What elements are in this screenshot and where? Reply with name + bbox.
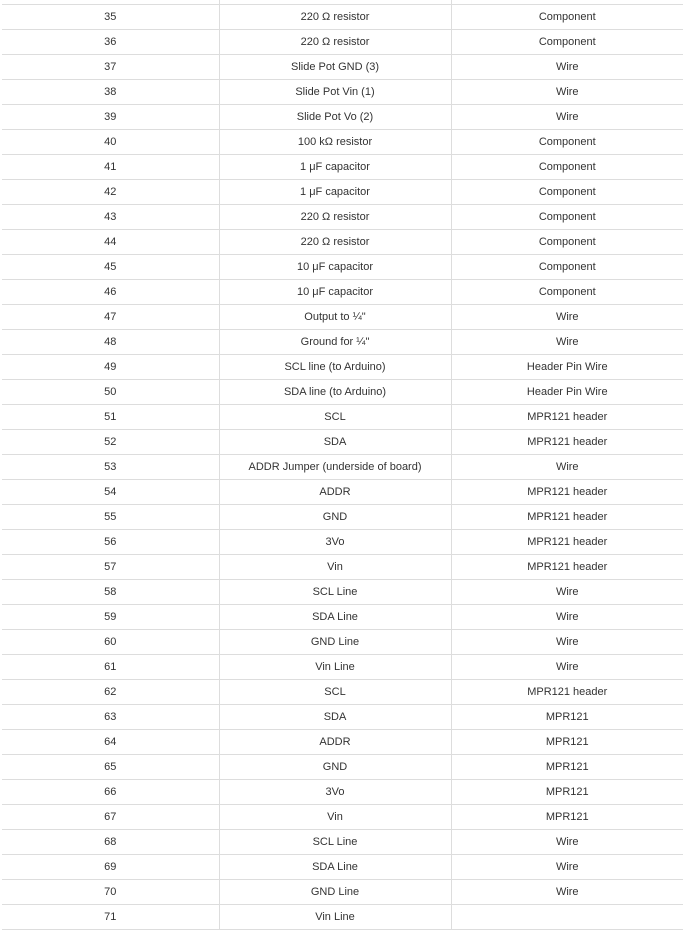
cell-part-name: ADDR: [219, 730, 451, 755]
cell-part-name: GND: [219, 755, 451, 780]
cell-part-name: 3Vo: [219, 780, 451, 805]
table-row: [2, 280, 683, 305]
cell-part-name: 1 μF capacitor: [219, 180, 451, 205]
table-row: [2, 605, 683, 630]
cell-part-type: MPR121 header: [451, 680, 683, 705]
table-row: [2, 355, 683, 380]
cell-part-type: Wire: [451, 55, 683, 80]
cell-part-type: Wire: [451, 880, 683, 905]
cell-part-type: Wire: [451, 455, 683, 480]
table-row: [2, 830, 683, 855]
cell-number: 46: [2, 280, 219, 305]
cell-number: 44: [2, 230, 219, 255]
cell-part-name: Output to ¼": [219, 305, 451, 330]
cell-number: 42: [2, 180, 219, 205]
table-row: [2, 530, 683, 555]
cell-part-name: SDA: [219, 705, 451, 730]
cell-part-name: Slide Pot Vin (1): [219, 80, 451, 105]
cell-number: 45: [2, 255, 219, 280]
cell-part-name: Slide Pot Vo (2): [219, 105, 451, 130]
cell-part-type: Wire: [451, 80, 683, 105]
cell-part-type: Header Pin Wire: [451, 355, 683, 380]
table-row: [2, 580, 683, 605]
cell-number: 39: [2, 105, 219, 130]
cell-number: 49: [2, 355, 219, 380]
table-row: [2, 180, 683, 205]
cell-number: 60: [2, 630, 219, 655]
cell-number: 54: [2, 480, 219, 505]
cell-part-name: SDA: [219, 430, 451, 455]
cell-number: 68: [2, 830, 219, 855]
cell-number: 47: [2, 305, 219, 330]
table-row: [2, 505, 683, 530]
cell-part-type: Wire: [451, 855, 683, 880]
cell-number: 50: [2, 380, 219, 405]
cell-number: 67: [2, 805, 219, 830]
cell-part-type: Header Pin Wire: [451, 380, 683, 405]
cell-part-name: 220 Ω resistor: [219, 205, 451, 230]
cell-number: 62: [2, 680, 219, 705]
cell-number: 65: [2, 755, 219, 780]
cell-part-type: Component: [451, 30, 683, 55]
cell-number: 52: [2, 430, 219, 455]
table-row: [2, 855, 683, 880]
cell-part-name: SDA Line: [219, 605, 451, 630]
cell-part-type: MPR121: [451, 755, 683, 780]
table-row: [2, 730, 683, 755]
cell-number: 58: [2, 580, 219, 605]
cell-part-name: GND: [219, 505, 451, 530]
table-row: [2, 305, 683, 330]
cell-part-name: SCL: [219, 680, 451, 705]
cell-part-type: Wire: [451, 830, 683, 855]
cell-number: 59: [2, 605, 219, 630]
table-row: [2, 705, 683, 730]
cell-part-type: Wire: [451, 605, 683, 630]
cell-number: 40: [2, 130, 219, 155]
table-row: [2, 880, 683, 905]
cell-part-name: GND Line: [219, 630, 451, 655]
parts-table-container: [2, 5, 683, 930]
cell-number: 51: [2, 405, 219, 430]
cell-number: 70: [2, 880, 219, 905]
cell-part-name: 10 μF capacitor: [219, 255, 451, 280]
cell-part-name: 220 Ω resistor: [219, 5, 451, 30]
cell-part-name: SCL Line: [219, 580, 451, 605]
cell-number: 35: [2, 5, 219, 30]
cell-part-name: Slide Pot GND (3): [219, 55, 451, 80]
cell-number: 37: [2, 55, 219, 80]
cell-part-type: Wire: [451, 630, 683, 655]
cell-part-type: Wire: [451, 105, 683, 130]
cell-part-type: MPR121 header: [451, 530, 683, 555]
cell-part-type: [451, 905, 683, 930]
cell-number: 63: [2, 705, 219, 730]
table-row: [2, 655, 683, 680]
table-row: [2, 805, 683, 830]
table-row: [2, 205, 683, 230]
table-row: [2, 55, 683, 80]
cell-part-name: Vin: [219, 805, 451, 830]
cell-part-name: Vin Line: [219, 905, 451, 930]
cell-part-type: Wire: [451, 580, 683, 605]
cell-part-type: MPR121: [451, 730, 683, 755]
cell-part-type: MPR121: [451, 705, 683, 730]
table-row: [2, 255, 683, 280]
cell-part-name: Vin Line: [219, 655, 451, 680]
cell-number: 56: [2, 530, 219, 555]
table-row: [2, 555, 683, 580]
cell-part-name: SCL Line: [219, 830, 451, 855]
table-row: [2, 430, 683, 455]
cell-number: 48: [2, 330, 219, 355]
cell-number: 71: [2, 905, 219, 930]
cell-part-type: Component: [451, 255, 683, 280]
table-row: [2, 780, 683, 805]
table-row: [2, 405, 683, 430]
cell-part-name: 3Vo: [219, 530, 451, 555]
cell-part-name: 100 kΩ resistor: [219, 130, 451, 155]
cell-number: 57: [2, 555, 219, 580]
cell-part-type: Component: [451, 205, 683, 230]
cell-part-name: SDA line (to Arduino): [219, 380, 451, 405]
cell-part-type: Wire: [451, 305, 683, 330]
table-row: [2, 330, 683, 355]
cell-number: 38: [2, 80, 219, 105]
cell-part-name: GND Line: [219, 880, 451, 905]
cell-part-name: Vin: [219, 555, 451, 580]
table-row: [2, 105, 683, 130]
cell-part-name: SCL: [219, 405, 451, 430]
cell-part-type: MPR121 header: [451, 430, 683, 455]
parts-table: [2, 5, 683, 930]
cell-part-type: Component: [451, 5, 683, 30]
cell-part-name: Ground for ¼": [219, 330, 451, 355]
cell-number: 66: [2, 780, 219, 805]
cell-part-type: Component: [451, 280, 683, 305]
cell-part-type: Wire: [451, 655, 683, 680]
cell-part-name: ADDR: [219, 480, 451, 505]
cell-part-name: SCL line (to Arduino): [219, 355, 451, 380]
cell-number: 64: [2, 730, 219, 755]
cell-part-type: Component: [451, 130, 683, 155]
table-row: [2, 455, 683, 480]
cell-number: 43: [2, 205, 219, 230]
table-row: [2, 480, 683, 505]
cell-number: 69: [2, 855, 219, 880]
table-row: [2, 130, 683, 155]
cell-part-type: Component: [451, 180, 683, 205]
cell-part-name: ADDR Jumper (underside of board): [219, 455, 451, 480]
cell-part-name: 220 Ω resistor: [219, 30, 451, 55]
cell-part-name: 220 Ω resistor: [219, 230, 451, 255]
cell-part-type: MPR121 header: [451, 480, 683, 505]
table-row: [2, 5, 683, 30]
cell-part-type: MPR121: [451, 780, 683, 805]
cell-part-type: Component: [451, 155, 683, 180]
cell-part-name: 1 μF capacitor: [219, 155, 451, 180]
table-row: [2, 380, 683, 405]
table-row: [2, 680, 683, 705]
cell-part-type: MPR121 header: [451, 505, 683, 530]
cell-number: 36: [2, 30, 219, 55]
cell-part-type: MPR121 header: [451, 555, 683, 580]
cell-number: 61: [2, 655, 219, 680]
table-row: [2, 905, 683, 930]
cell-part-name: 10 μF capacitor: [219, 280, 451, 305]
cell-part-type: MPR121: [451, 805, 683, 830]
table-row: [2, 155, 683, 180]
cell-number: 55: [2, 505, 219, 530]
cell-number: 41: [2, 155, 219, 180]
cell-part-name: SDA Line: [219, 855, 451, 880]
table-row: [2, 755, 683, 780]
table-row: [2, 80, 683, 105]
table-row: [2, 630, 683, 655]
parts-table-body: [2, 5, 683, 930]
cell-number: 53: [2, 455, 219, 480]
cell-part-type: MPR121 header: [451, 405, 683, 430]
table-row: [2, 30, 683, 55]
cell-part-type: Wire: [451, 330, 683, 355]
cell-part-type: Component: [451, 230, 683, 255]
table-row: [2, 230, 683, 255]
